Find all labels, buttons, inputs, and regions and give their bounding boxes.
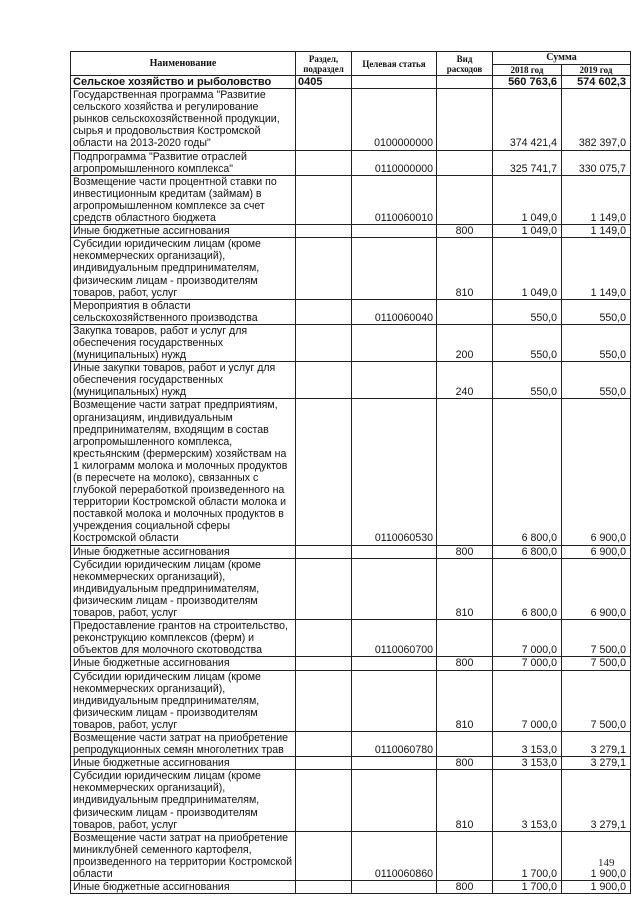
row-expense-type-cell: 810 bbox=[437, 670, 493, 731]
row-expense-type-cell: 810 bbox=[437, 770, 493, 831]
row-name-cell: Сельское хозяйство и рыболовство bbox=[71, 76, 296, 89]
row-target-code-cell bbox=[352, 770, 437, 831]
row-expense-type-cell: 800 bbox=[437, 545, 493, 558]
header-target: Целевая статья bbox=[352, 52, 437, 76]
table-row bbox=[71, 238, 631, 299]
row-section-cell bbox=[296, 657, 352, 670]
row-target-code-cell bbox=[352, 545, 437, 558]
table-row bbox=[71, 757, 631, 770]
row-target-code-cell bbox=[352, 657, 437, 670]
table-row bbox=[71, 770, 631, 831]
row-name-cell: Государственная программа "Развитие сельского хозяйства и регулирование рынков сельскохозяйственной продукции, сырья и продовольствия Костромской области на 2013-2020 годы" bbox=[71, 89, 296, 150]
row-section-cell bbox=[296, 362, 352, 399]
row-name-cell: Субсидии юридическим лицам (кроме некоммерческих организаций), индивидуальным предпринимателям, физическим лицам - производителям товаров, работ, услуг bbox=[71, 670, 296, 731]
header-section: Раздел, подраздел bbox=[296, 52, 352, 76]
row-target-code-cell: 0110000000 bbox=[352, 150, 437, 175]
row-section-cell bbox=[296, 670, 352, 731]
row-sum-2019-cell: 1 900,0 bbox=[562, 881, 631, 894]
row-sum-2019-cell: 382 397,0 bbox=[562, 89, 631, 150]
row-section-cell bbox=[296, 831, 352, 880]
table-row bbox=[71, 881, 631, 894]
row-sum-2019-cell: 7 500,0 bbox=[562, 657, 631, 670]
header-type: Вид расходов bbox=[437, 52, 493, 76]
row-sum-2018-cell: 550,0 bbox=[493, 362, 562, 399]
row-sum-2018-cell: 7 000,0 bbox=[493, 670, 562, 731]
row-sum-2019-cell: 330 075,7 bbox=[562, 150, 631, 175]
row-name-cell: Возмещение части затрат предприятиям, организациям, индивидуальным предпринимателям, входящим в состав агропромышленного комплекса, крестьянским (фермерским) хозяйствам на 1 килограмм молока и молочных продуктов (в пересчете на молоко), связанных с глубокой переработкой произведенного на территории Костромской области молока и поставкой молока и молочных продуктов в учреждения социальной сферы Костромской области bbox=[71, 399, 296, 545]
row-target-code-cell: 0110060010 bbox=[352, 175, 437, 224]
table-row bbox=[71, 362, 631, 399]
row-sum-2018-cell: 1 049,0 bbox=[493, 225, 562, 238]
row-sum-2019-cell: 574 602,3 bbox=[562, 76, 631, 89]
row-sum-2019-cell: 1 149,0 bbox=[562, 175, 631, 224]
table-row bbox=[71, 89, 631, 150]
row-name-cell: Иные бюджетные ассигнования bbox=[71, 225, 296, 238]
row-section-cell bbox=[296, 175, 352, 224]
table-row bbox=[71, 731, 631, 756]
row-section-cell bbox=[296, 399, 352, 545]
row-name-cell: Предоставление грантов на строительство, реконструкцию комплексов (ферм) и объектов для молочного скотоводства bbox=[71, 620, 296, 657]
row-sum-2019-cell: 7 500,0 bbox=[562, 670, 631, 731]
table-row bbox=[71, 558, 631, 619]
row-section-cell bbox=[296, 757, 352, 770]
row-sum-2018-cell: 325 741,7 bbox=[493, 150, 562, 175]
table-row bbox=[71, 831, 631, 880]
budget-table-container bbox=[70, 51, 631, 894]
row-expense-type-cell: 800 bbox=[437, 225, 493, 238]
row-sum-2019-cell: 3 279,1 bbox=[562, 757, 631, 770]
row-section-cell bbox=[296, 238, 352, 299]
row-expense-type-cell bbox=[437, 150, 493, 175]
row-section-cell bbox=[296, 299, 352, 324]
row-section-cell bbox=[296, 324, 352, 361]
row-expense-type-cell: 800 bbox=[437, 757, 493, 770]
row-target-code-cell bbox=[352, 324, 437, 361]
row-name-cell: Возмещение части процентной ставки по инвестиционным кредитам (займам) в агропромышленном комплексе за счет средств областного бюджета bbox=[71, 175, 296, 224]
header-name: Наименование bbox=[71, 52, 296, 76]
table-row bbox=[71, 175, 631, 224]
row-name-cell: Иные бюджетные ассигнования bbox=[71, 881, 296, 894]
row-sum-2018-cell: 560 763,6 bbox=[493, 76, 562, 89]
row-section-cell bbox=[296, 545, 352, 558]
row-name-cell: Возмещение части затрат на приобретение миниклубней семенного картофеля, произведенного на территории Костромской области bbox=[71, 831, 296, 880]
row-target-code-cell bbox=[352, 362, 437, 399]
row-target-code-cell: 0110060780 bbox=[352, 731, 437, 756]
row-sum-2019-cell: 1 900,0 bbox=[562, 831, 631, 880]
table-row bbox=[71, 150, 631, 175]
table-row bbox=[71, 76, 631, 89]
row-sum-2019-cell: 3 279,1 bbox=[562, 770, 631, 831]
row-section-cell bbox=[296, 881, 352, 894]
row-sum-2018-cell: 7 000,0 bbox=[493, 620, 562, 657]
row-target-code-cell bbox=[352, 670, 437, 731]
row-name-cell: Иные бюджетные ассигнования bbox=[71, 545, 296, 558]
row-expense-type-cell bbox=[437, 620, 493, 657]
row-section-cell bbox=[296, 731, 352, 756]
row-sum-2019-cell: 550,0 bbox=[562, 299, 631, 324]
row-sum-2018-cell: 374 421,4 bbox=[493, 89, 562, 150]
row-target-code-cell bbox=[352, 757, 437, 770]
header-year-2018: 2018 год bbox=[493, 65, 562, 76]
row-section-cell bbox=[296, 620, 352, 657]
row-section-cell bbox=[296, 770, 352, 831]
row-expense-type-cell: 800 bbox=[437, 881, 493, 894]
header-sum: Сумма bbox=[493, 52, 631, 65]
row-sum-2019-cell: 550,0 bbox=[562, 362, 631, 399]
row-target-code-cell bbox=[352, 225, 437, 238]
row-sum-2019-cell: 7 500,0 bbox=[562, 620, 631, 657]
row-name-cell: Закупка товаров, работ и услуг для обеспечения государственных (муниципальных) нужд bbox=[71, 324, 296, 361]
row-sum-2018-cell: 6 800,0 bbox=[493, 545, 562, 558]
row-name-cell: Мероприятия в области сельскохозяйственного производства bbox=[71, 299, 296, 324]
row-section-cell bbox=[296, 558, 352, 619]
row-target-code-cell: 0100000000 bbox=[352, 89, 437, 150]
row-sum-2018-cell: 6 800,0 bbox=[493, 399, 562, 545]
row-sum-2018-cell: 1 049,0 bbox=[493, 175, 562, 224]
row-name-cell: Субсидии юридическим лицам (кроме некоммерческих организаций), индивидуальным предпринимателям, физическим лицам - производителям товаров, работ, услуг bbox=[71, 238, 296, 299]
row-sum-2019-cell: 550,0 bbox=[562, 324, 631, 361]
row-expense-type-cell bbox=[437, 731, 493, 756]
row-expense-type-cell: 200 bbox=[437, 324, 493, 361]
row-sum-2018-cell: 550,0 bbox=[493, 324, 562, 361]
row-sum-2019-cell: 6 900,0 bbox=[562, 399, 631, 545]
row-expense-type-cell bbox=[437, 175, 493, 224]
row-expense-type-cell bbox=[437, 399, 493, 545]
table-row bbox=[71, 670, 631, 731]
table-row bbox=[71, 324, 631, 361]
row-sum-2018-cell: 7 000,0 bbox=[493, 657, 562, 670]
table-row bbox=[71, 225, 631, 238]
row-sum-2019-cell: 1 149,0 bbox=[562, 238, 631, 299]
row-expense-type-cell bbox=[437, 89, 493, 150]
row-sum-2018-cell: 3 153,0 bbox=[493, 770, 562, 831]
row-sum-2018-cell: 550,0 bbox=[493, 299, 562, 324]
budget-table bbox=[70, 51, 631, 894]
row-sum-2018-cell: 1 700,0 bbox=[493, 831, 562, 880]
row-name-cell: Субсидии юридическим лицам (кроме некоммерческих организаций), индивидуальным предпринимателям, физическим лицам - производителям товаров, работ, услуг bbox=[71, 558, 296, 619]
row-section-cell bbox=[296, 150, 352, 175]
row-name-cell: Иные закупки товаров, работ и услуг для обеспечения государственных (муниципальных) нужд bbox=[71, 362, 296, 399]
row-name-cell: Подпрограмма "Развитие отраслей агропромышленного комплекса" bbox=[71, 150, 296, 175]
row-sum-2018-cell: 3 153,0 bbox=[493, 757, 562, 770]
row-name-cell: Возмещение части затрат на приобретение репродукционных семян многолетних трав bbox=[71, 731, 296, 756]
page-number: 149 bbox=[598, 857, 615, 869]
row-target-code-cell bbox=[352, 881, 437, 894]
row-section-cell bbox=[296, 89, 352, 150]
row-target-code-cell bbox=[352, 76, 437, 89]
row-target-code-cell bbox=[352, 238, 437, 299]
row-sum-2018-cell: 6 800,0 bbox=[493, 558, 562, 619]
row-target-code-cell: 0110060860 bbox=[352, 831, 437, 880]
row-target-code-cell: 0110060040 bbox=[352, 299, 437, 324]
row-section-cell: 0405 bbox=[296, 76, 352, 89]
row-sum-2019-cell: 3 279,1 bbox=[562, 731, 631, 756]
row-name-cell: Иные бюджетные ассигнования bbox=[71, 657, 296, 670]
row-name-cell: Субсидии юридическим лицам (кроме некоммерческих организаций), индивидуальным предпринимателям, физическим лицам - производителям товаров, работ, услуг bbox=[71, 770, 296, 831]
row-expense-type-cell: 800 bbox=[437, 657, 493, 670]
table-row bbox=[71, 657, 631, 670]
header-year-2019: 2019 год bbox=[562, 65, 631, 76]
row-expense-type-cell: 810 bbox=[437, 238, 493, 299]
row-expense-type-cell bbox=[437, 831, 493, 880]
table-row bbox=[71, 545, 631, 558]
row-expense-type-cell: 240 bbox=[437, 362, 493, 399]
row-expense-type-cell bbox=[437, 299, 493, 324]
row-sum-2019-cell: 1 149,0 bbox=[562, 225, 631, 238]
row-expense-type-cell: 810 bbox=[437, 558, 493, 619]
row-target-code-cell: 0110060700 bbox=[352, 620, 437, 657]
table-row bbox=[71, 620, 631, 657]
row-sum-2018-cell: 1 700,0 bbox=[493, 881, 562, 894]
table-row bbox=[71, 299, 631, 324]
row-sum-2019-cell: 6 900,0 bbox=[562, 558, 631, 619]
row-sum-2019-cell: 6 900,0 bbox=[562, 545, 631, 558]
table-row bbox=[71, 399, 631, 545]
row-expense-type-cell bbox=[437, 76, 493, 89]
row-target-code-cell bbox=[352, 558, 437, 619]
row-target-code-cell: 0110060530 bbox=[352, 399, 437, 545]
row-section-cell bbox=[296, 225, 352, 238]
row-name-cell: Иные бюджетные ассигнования bbox=[71, 757, 296, 770]
row-sum-2018-cell: 1 049,0 bbox=[493, 238, 562, 299]
table-body bbox=[71, 76, 631, 894]
row-sum-2018-cell: 3 153,0 bbox=[493, 731, 562, 756]
